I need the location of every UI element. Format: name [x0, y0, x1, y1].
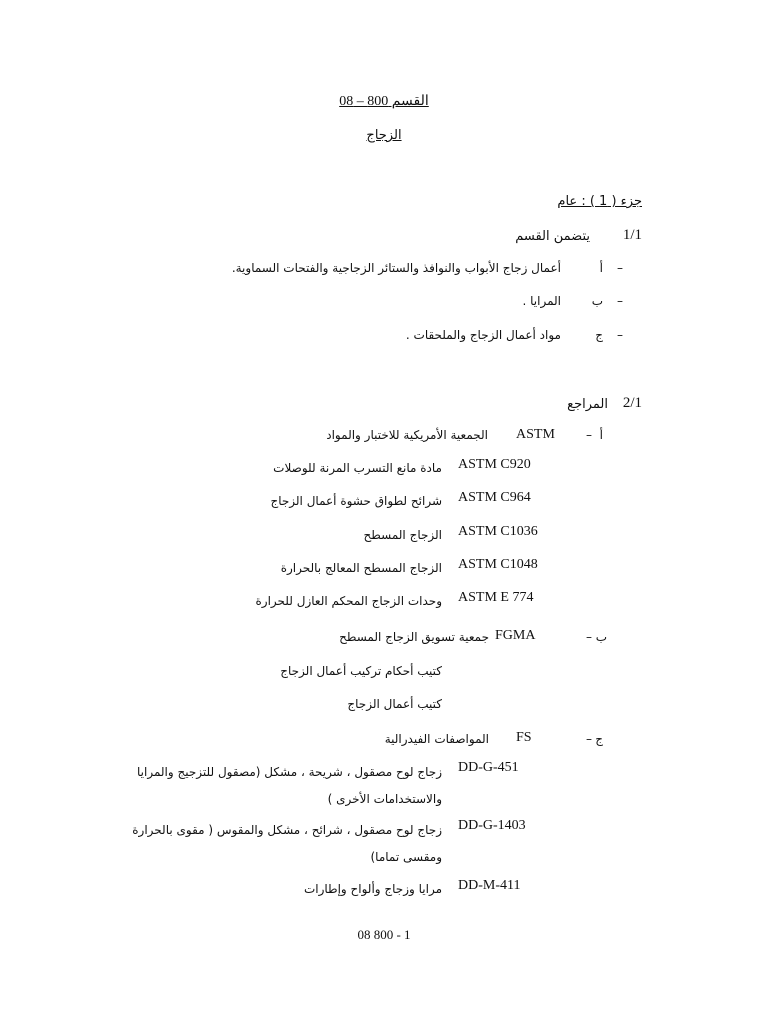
scope-item-letter: ج	[595, 328, 603, 342]
fs-standard-code: DD-G-451	[458, 760, 519, 775]
ref-dash: –	[586, 428, 592, 442]
astm-standard-desc: شرائح لطواق حشوة أعمال الزجاج	[270, 494, 442, 508]
fgma-doc: كتيب أعمال الزجاج	[347, 697, 442, 711]
astm-standard-desc: مادة مانع التسرب المرنة للوصلات	[273, 461, 442, 475]
document-title: الزجاج	[366, 128, 402, 143]
astm-standard-code: ASTM C920	[458, 457, 531, 472]
fs-code: FS	[516, 730, 532, 745]
fs-standard-code: DD-M-411	[458, 878, 521, 893]
astm-standard-desc: الزجاج المسطح	[363, 528, 442, 542]
fs-standard-desc-line1: زجاج لوح مصقول ، شريحة ، مشكل (مصقول للتزجيج والمرايا	[137, 765, 442, 779]
astm-standard-code: ASTM C1048	[458, 557, 538, 572]
fgma-name: جمعية تسويق الزجاج المسطح	[339, 630, 489, 644]
scope-item-dash: –	[617, 294, 623, 308]
scope-number: 1/1	[622, 227, 642, 243]
scope-item-dash: –	[617, 261, 623, 275]
fs-name: المواصفات الفيدرالية	[384, 732, 489, 746]
fgma-code: FGMA	[495, 628, 536, 643]
references-number: 2/1	[622, 395, 642, 411]
fs-standard-desc-line2: والاستخدامات الأخرى )	[327, 792, 442, 806]
scope-item-dash: –	[617, 328, 623, 342]
ref-dash: –	[586, 732, 592, 746]
part-heading: جزء ( 1 ) : عام	[557, 194, 642, 209]
ref-letter: ج	[595, 732, 603, 746]
fs-standard-desc-line2: ومقسى تماما)	[370, 850, 442, 864]
fs-standard-desc-line1: زجاج لوح مصقول ، شرائح ، مشكل والمقوس ( مقوى بالحرارة	[132, 823, 442, 837]
astm-standard-desc: الزجاج المسطح المعالج بالحرارة	[280, 561, 442, 575]
astm-standard-code: ASTM C964	[458, 490, 531, 505]
astm-standard-code: ASTM E 774	[458, 590, 534, 605]
section-title: القسم 800 – 08	[339, 94, 429, 109]
scope-title: يتضمن القسم	[515, 229, 590, 244]
fgma-doc: كتيب أحكام تركيب أعمال الزجاج	[280, 664, 442, 678]
scope-item-text: أعمال زجاج الأبواب والنوافذ والستائر الزجاجية والفتحات السماوية.	[231, 261, 561, 275]
scope-item-text: المرايا .	[522, 294, 561, 308]
scope-item-letter: ب	[591, 294, 603, 308]
page-number: 08 800 - 1	[357, 927, 411, 942]
ref-letter: ب	[595, 630, 607, 644]
ref-dash: –	[586, 630, 592, 644]
astm-standard-code: ASTM C1036	[458, 524, 538, 539]
astm-standard-desc: وحدات الزجاج المحكم العازل للحرارة	[255, 594, 442, 608]
astm-name: الجمعية الأمريكية للاختبار والمواد	[326, 428, 488, 442]
references-title: المراجع	[567, 397, 608, 412]
ref-letter: أ	[599, 428, 603, 442]
scope-item-letter: أ	[599, 261, 603, 275]
fs-standard-code: DD-G-1403	[458, 818, 526, 833]
astm-code: ASTM	[516, 427, 555, 442]
scope-item-text: مواد أعمال الزجاج والملحقات .	[405, 328, 561, 342]
fs-standard-desc-line1: مرايا وزجاج وألواح وإطارات	[303, 882, 442, 896]
